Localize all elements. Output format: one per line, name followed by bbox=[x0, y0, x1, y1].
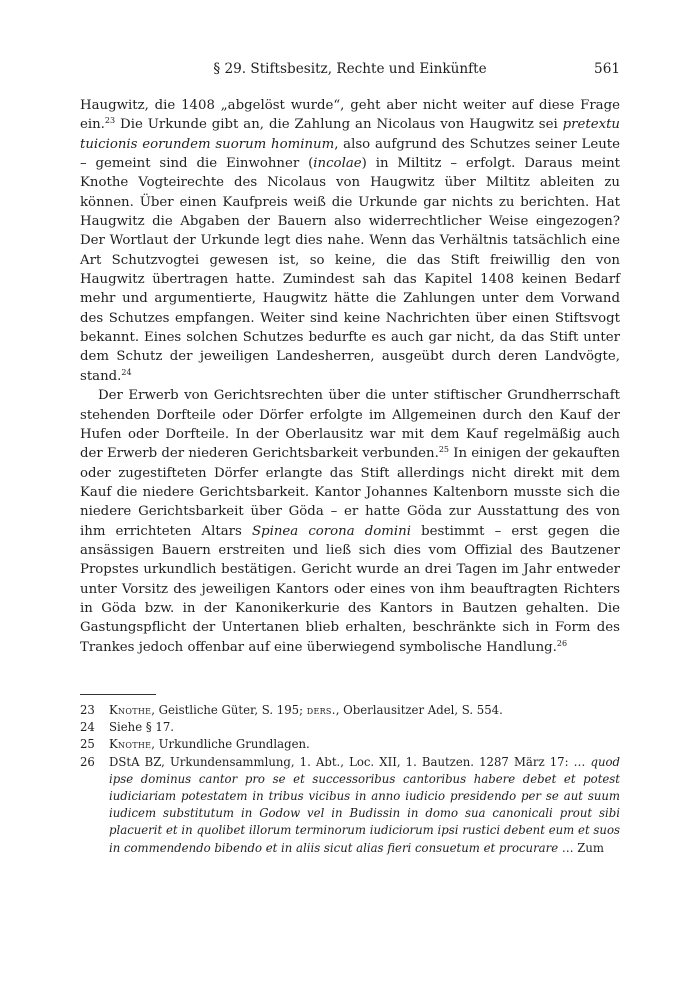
author-name: ders. bbox=[306, 703, 336, 717]
text-run: , also aufgrund des Schutzes seiner Leute – gemeint sind die Einwohner ( bbox=[80, 136, 621, 172]
footnote-25 bbox=[80, 736, 620, 753]
footnote-text: Siehe § 17. bbox=[109, 720, 174, 735]
altar-name: Spinea corona domini bbox=[251, 523, 411, 539]
footnote-number: 23 bbox=[80, 703, 95, 717]
text-run: ) in Miltitz – erfolgt. Daraus meint Knothe Vogteirechte des Nicolaus von Haugwitz über Miltitz ableiten zu können. Über einen Kaufpreis weiß die Urkunde gar nichts zu berichten. Hat Haugwitz die Abgaben der Bauern also widerrechtlicher Weise eingezogen? Der Wortlaut der Urkunde legt dies nahe. Wenn das Verhältnis tatsächlich eine Art Schutzvogtei gewesen ist, so keine, die das Stift freiwillig den von Haugwitz übertragen hatte. Zumindest sah das Kapitel 1408 keinen Bedarf mehr und argumentierte, Haugwitz hätte die Zahlungen unter dem Vorwand des Schutzes empfangen. Weiter sind keine Nachrichten über einen Stiftsvogt bekannt. Eines solchen Schutzes bedurfte es auch gar nicht, da das Stift unter dem Schutz der jeweiligen Landesherren, ausgeübt durch deren Landvögte, stand. bbox=[80, 156, 620, 384]
text-run: In einigen der gekauften oder zugestifteten Dörfer erlangte das Stift allerdings nicht direkt mit dem Kauf die niedere Gerichtsbarkeit. Kantor Johannes Kaltenborn musste sich die niedere Gerichtsbarkeit über Göda – er hatte Göda zur Ausstattung des von ihm errichteten Altars bbox=[80, 446, 620, 539]
latin-quote: quod ipse dominus cantor pro se et successoribus cantoribus habere debet et potest iudiciariam potestatem in tribus vicibus in anno iudicio presidendo per se aut suum iudicem substitutum in Godow vel in Budissin in domo sua canonicali prout sibi placuerit et in quolibet illorum terminorum iudiciorum ipsi rustici debent eum et suos in commendendo bibendo et in aliis sicut alias fieri consuetum et procurare bbox=[109, 754, 620, 855]
paragraph-2 bbox=[80, 386, 620, 657]
latin-term: incolae bbox=[313, 156, 362, 172]
author-name: Knothe bbox=[109, 737, 152, 752]
text-run: Die Urkunde gibt an, die Zahlung an Nicolaus von Haugwitz sei bbox=[115, 117, 563, 133]
main-text bbox=[80, 96, 620, 657]
footnote-text: , Oberlausitzer Adel, S. 554. bbox=[335, 703, 503, 717]
running-title: § 29. Stiftsbesitz, Rechte und Einkünfte bbox=[213, 61, 487, 77]
footnote-ref-24: 24 bbox=[121, 367, 132, 377]
footnote-23 bbox=[80, 702, 620, 719]
footnote-number: 24 bbox=[80, 720, 95, 735]
latin-phrase: pretextu tuicionis eorundem suorum hominum bbox=[80, 117, 620, 152]
footnote-text: , Urkundliche Grundlagen. bbox=[151, 737, 310, 752]
running-header bbox=[80, 61, 620, 81]
footnote-ref-25: 25 bbox=[438, 445, 449, 455]
footnote-26 bbox=[80, 754, 620, 857]
footnote-number: 26 bbox=[80, 754, 95, 769]
paragraph-1 bbox=[80, 96, 620, 386]
footnote-ref-23: 23 bbox=[104, 116, 116, 126]
footnotes bbox=[80, 702, 620, 857]
footnote-24 bbox=[80, 719, 620, 736]
author-name: Knothe bbox=[109, 703, 152, 717]
text-run: Der Erwerb von Gerichtsrechten über die unter stiftischer Grundherrschaft stehenden Dorfteile oder Dörfer erfolgte im Allgemeinen durch den Kauf der Hufen oder Dorfteile. In der Oberlausitz war mit dem Kauf regelmäßig auch der Erwerb der niederen Gerichtsbarkeit verbunden. bbox=[80, 388, 620, 462]
page-number: 561 bbox=[594, 61, 620, 77]
footnote-text: … Zum bbox=[558, 840, 605, 855]
footnote-number: 25 bbox=[80, 737, 95, 752]
footnote-text: DStA BZ, Urkundensammlung, 1. Abt., Loc. XII, 1. Bautzen. 1287 März 17: … bbox=[109, 754, 591, 769]
text-run: bestimmt – erst gegen die ansässigen Bauern erstreiten und ließ sich dies vom Offizial des Bautzener Propstes urkundlich bestätigen. Gericht wurde an drei Tagen im Jahr entweder unter Vorsitz des jeweiligen Kantors oder eines von ihm beauftragten Richters in Göda bzw. in der Kanonikerkurie des Kantors in Bautzen gehalten. Die Gastungspflicht der Untertanen blieb erhalten, beschränkte sich in Form des Trankes jedoch offenbar auf eine überwiegend symbolische Handlung. bbox=[80, 523, 620, 655]
footnote-rule bbox=[80, 694, 156, 695]
text-run: Haugwitz, die 1408 „abgelöst wurde“, geht aber nicht weiter auf diese Frage ein. bbox=[80, 98, 620, 133]
footnote-ref-26: 26 bbox=[556, 638, 568, 648]
footnote-text: , Geistliche Güter, S. 195; bbox=[151, 703, 307, 717]
